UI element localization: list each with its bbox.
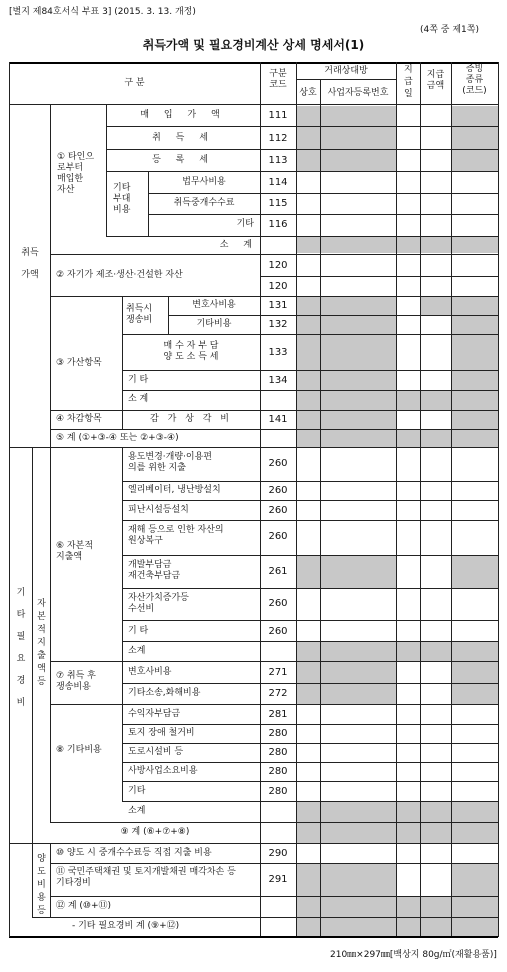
item-c3: 피난시설등설치 [128,505,189,515]
code-g3-burden: 133 [268,347,288,358]
code-purchase: 111 [268,110,288,121]
col-bizno: 사업자등록번호 [327,88,389,98]
item-reg-tax: 등 록 세 [152,155,214,165]
group-1-incidental: 기타 부대 비용 [113,183,131,215]
item-c4: 재해 등으로 인한 자산의 원상복구 [128,525,224,546]
code-c7: 260 [268,626,288,637]
col-counterparty: 거래상대방 [324,66,368,76]
page-info: (4쪽 중 제1쪽) [420,25,479,35]
col-proof: 증빙 종류 (코드) [462,64,487,96]
item-etc: 기타 [236,219,254,229]
col-paydate: 지급일 [404,65,413,99]
item-c6: 자산가치증가등 수선비 [128,593,189,614]
footer-paper-spec: 210㎜×297㎜[백상지 80g/㎡(재활용품)] [330,950,497,960]
code-g2a: 120 [268,260,288,271]
col-name: 상호 [299,88,317,98]
code-e3: 280 [268,747,288,758]
form-reference: [별지 제84호서식 부표 3] (2015. 3. 13. 개정) [9,7,196,17]
group-10: ⑩ 양도 시 중개수수료등 직접 지출 비용 [56,848,212,858]
code-etc: 116 [268,219,288,230]
item-c7: 기 타 [128,626,149,636]
group-12: ⑫ 계 (⑩+⑪) [56,901,112,911]
item-e2: 토지 장애 철거비 [128,728,195,738]
code-broker: 115 [268,198,288,209]
code-c6: 260 [268,598,288,609]
code-d1: 271 [268,667,288,678]
item-broker: 취득중개수수료 [173,198,235,208]
page-title: 취득가액 및 필요경비계산 상세 명세서(1) [142,38,365,52]
group-3-acq: 취득시 쟁송비 [126,304,153,325]
item-lawyer: 법무사비용 [182,177,226,187]
item-e4: 사방사업소요비용 [128,766,198,776]
group-3: ③ 가산항목 [56,358,102,368]
group-2: ② 자기가 제조·생산·건설한 자산 [56,270,183,280]
section-acq: 취득 가액 [21,248,39,280]
code-c5: 261 [268,566,288,577]
group-8: ⑧ 기타비용 [56,745,102,755]
item-g3-other: 기 타 [128,375,149,385]
group-4: ④ 차감항목 [56,414,102,424]
code-c3: 260 [268,505,288,516]
item-g3-subtotal: 소 계 [128,394,149,404]
code-e4: 280 [268,766,288,777]
item-e6: 소계 [128,806,146,816]
code-d2: 272 [268,688,288,699]
group-5: ⑤ 계 (①+③-④ 또는 ②+③-④) [56,433,179,443]
item-g3-etc: 기타비용 [196,319,232,329]
code-acq-tax: 112 [268,133,288,144]
item-e5: 기타 [128,786,146,796]
code-g11: 291 [268,874,288,885]
code-c4: 260 [268,531,288,542]
item-d2: 기타소송,화해비용 [128,688,201,698]
item-c1: 용도변경·개량·이용편 의를 위한 지출 [128,452,212,473]
code-g2b: 120 [268,281,288,292]
code-c1: 260 [268,458,288,469]
code-e5: 280 [268,786,288,797]
item-e1: 수익자부담금 [128,709,181,719]
code-reg-tax: 113 [268,155,288,166]
item-c5: 개발부담금 재건축부담금 [128,560,181,581]
code-lawyer: 114 [268,177,288,188]
col-gubun: 구 분 [124,78,145,88]
item-e3: 도로시설비 등 [128,747,184,757]
item-depreciation: 감 가 상 각 비 [150,414,232,424]
section-other: 기 타 필 요 경 비 [16,588,26,708]
item-subtotal: 소 계 [219,240,258,250]
group-9: ⑨ 계 (⑥+⑦+⑧) [120,827,190,837]
code-g3-etc: 132 [268,319,288,330]
item-c8: 소계 [128,646,146,656]
group-11: ⑪ 국민주택채권 및 토지개발채권 매각차손 등 기타경비 [56,867,236,888]
section-capital: 자본적 지출액 등 [37,599,46,687]
group-6: ⑥ 자본적 지출액 [56,541,94,562]
item-acq-tax: 취 득 세 [152,133,214,143]
group-13: - 기타 필요경비 계 (⑨+⑫) [72,921,180,931]
code-g3-lawyer: 131 [268,300,288,311]
item-g3-burden: 매 수 자 부 담 양 도 소 득 세 [163,341,219,362]
col-amount: 지급 금액 [426,70,445,91]
code-c2: 260 [268,485,288,496]
code-e2: 280 [268,728,288,739]
item-g3-lawyer: 변호사비용 [192,300,236,310]
code-g3-other: 134 [268,375,288,386]
item-purchase: 매 입 가 액 [140,110,226,120]
item-d1: 변호사비용 [128,667,172,677]
col-code: 구분 코드 [269,69,287,90]
group-1: ① 타인으 로부터 매입한 자산 [57,152,95,195]
section-transfer: 양도 비용 등 [37,854,46,916]
group-7: ⑦ 취득 후 쟁송비용 [56,671,96,692]
code-e1: 281 [268,709,288,720]
code-g10: 290 [268,848,288,859]
code-depreciation: 141 [268,414,288,425]
item-c2: 엘리베이터, 냉난방설치 [128,485,221,495]
